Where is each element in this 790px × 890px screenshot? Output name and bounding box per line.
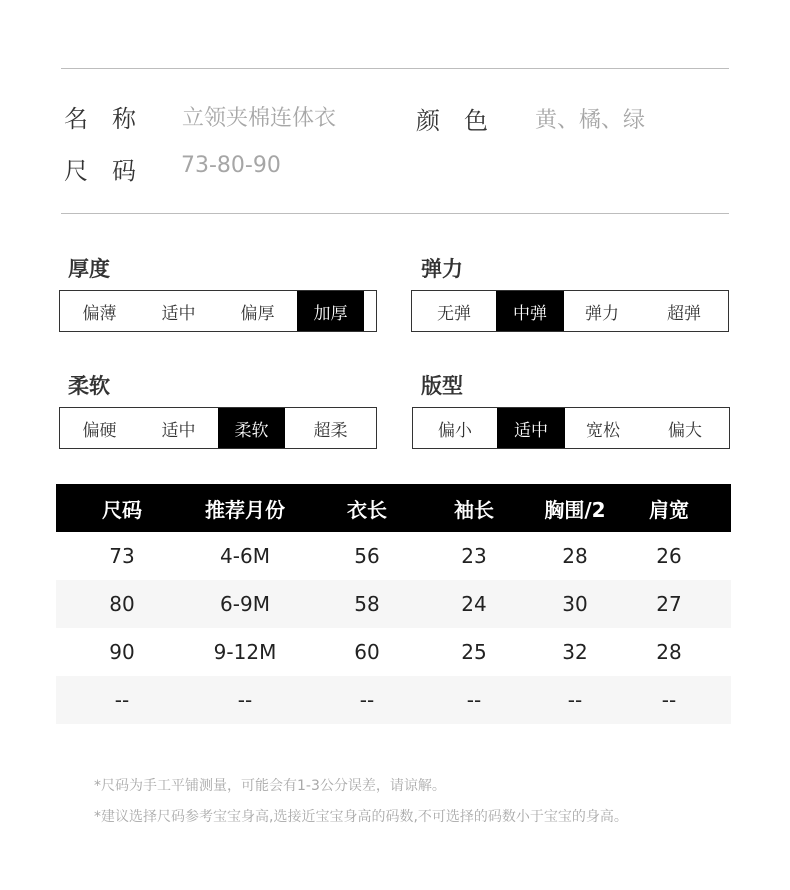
fit-option-loose: 宽松 [586,420,620,441]
softness-option-medium: 适中 [161,420,196,441]
thickness-option-medium: 适中 [161,303,196,324]
table-cell: 56 [354,544,380,568]
elasticity-title: 弹力 [421,257,463,281]
table-cell: -- [661,688,677,712]
size-advice-note: *建议选择尺码参考宝宝身高,选接近宝宝身高的码数,不可选择的码数小于宝宝的身高。 [94,809,628,825]
top-divider [61,68,729,69]
header-length: 衣长 [347,497,387,522]
middle-divider [61,213,729,214]
header-sleeve: 袖长 [454,497,494,522]
name-value: 立领夹棉连体衣 [182,106,337,131]
table-cell: 80 [109,592,135,616]
color-value: 黄、橘、绿 [535,108,646,133]
size-label: 尺 码 [64,157,136,185]
table-cell: -- [237,688,253,712]
table-cell: -- [359,688,375,712]
table-cell: -- [567,688,583,712]
table-cell: 30 [562,592,588,616]
table-cell: 27 [656,592,682,616]
table-row [56,580,731,628]
thickness-option-thin: 偏薄 [82,303,117,324]
color-label: 颜 色 [416,107,488,135]
fit-scale [412,407,730,449]
softness-option-hard: 偏硬 [82,420,117,441]
softness-title: 柔软 [68,374,110,398]
table-cell: -- [114,688,130,712]
table-cell: 9-12M [213,640,277,664]
elasticity-option-medium: 中弹 [496,291,564,331]
fit-option-small: 偏小 [438,420,472,441]
softness-option-soft: 柔软 [218,408,285,448]
table-row [56,628,731,676]
thickness-scale [59,290,377,332]
softness-option-super-soft: 超柔 [313,420,348,441]
table-row [56,676,731,724]
header-chest: 胸围/2 [544,497,606,522]
table-row [56,532,731,580]
table-cell: -- [466,688,482,712]
header-size: 尺码 [102,497,142,522]
elasticity-option-super: 超弹 [667,303,701,324]
table-cell: 90 [109,640,135,664]
header-shoulder: 肩宽 [649,497,689,522]
table-cell: 32 [562,640,588,664]
thickness-option-thick: 偏厚 [240,303,275,324]
measurement-note: *尺码为手工平铺测量，可能会有1-3公分误差，请谅解。 [94,778,446,794]
table-cell: 28 [656,640,682,664]
size-table [56,484,731,724]
size-value: 73-80-90 [181,153,281,178]
table-cell: 4-6M [220,544,270,568]
table-cell: 6-9M [220,592,270,616]
elasticity-option-none: 无弹 [437,303,471,324]
table-cell: 24 [461,592,487,616]
elasticity-scale [411,290,729,332]
thickness-option-extra-thick: 加厚 [297,291,364,331]
table-cell: 73 [109,544,135,568]
fit-title: 版型 [421,374,463,398]
fit-option-large: 偏大 [668,420,702,441]
elasticity-option-stretch: 弹力 [585,303,619,324]
table-cell: 25 [461,640,487,664]
header-age: 推荐月份 [205,497,285,522]
table-cell: 26 [656,544,682,568]
thickness-title: 厚度 [68,257,110,281]
table-header [56,484,731,532]
name-label: 名 称 [64,105,136,133]
table-cell: 58 [354,592,380,616]
fit-option-regular: 适中 [497,408,565,448]
table-cell: 60 [354,640,380,664]
table-cell: 23 [461,544,487,568]
softness-scale [59,407,377,449]
table-cell: 28 [562,544,588,568]
